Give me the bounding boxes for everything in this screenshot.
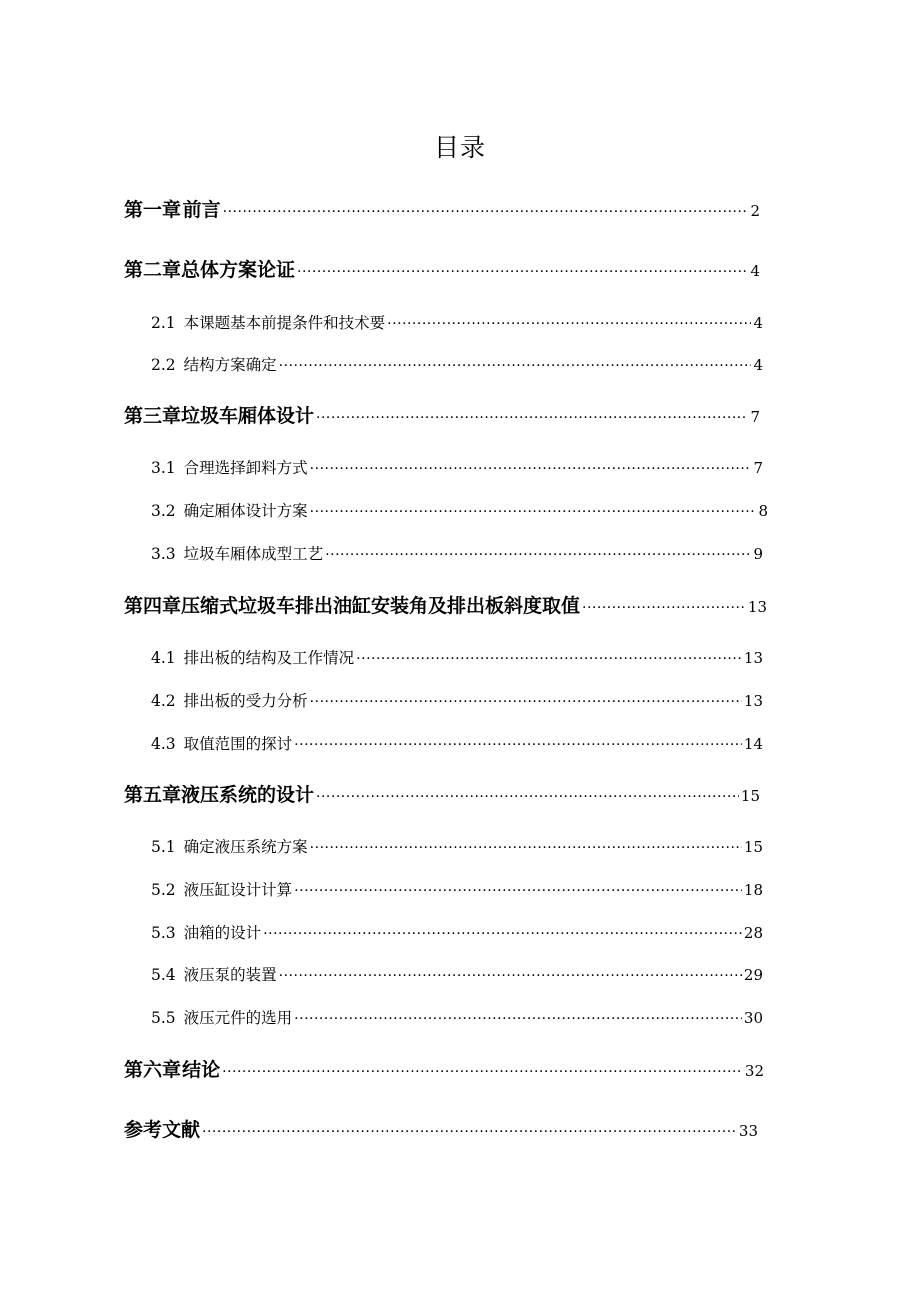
toc-leader [294,883,742,899]
toc-entry-chapter-1[interactable] [124,195,760,222]
toc-number: 3.3 [151,545,176,563]
toc-number: 2.1 [151,314,176,332]
toc-page-number: 28 [743,924,763,942]
toc-number: 4.1 [151,649,176,667]
toc-number: 第五章 [124,784,182,806]
toc-leader [582,600,746,616]
toc-leader [294,737,742,753]
toc-number: 第四章 [124,595,182,617]
toc-title: 排出板的受力分析 [183,692,308,710]
toc-entry-chapter-6[interactable] [124,1055,764,1082]
toc-leader [310,840,742,856]
toc-leader [310,461,752,477]
toc-entry-section-5-1[interactable] [151,835,763,857]
toc-entry-section-4-2[interactable] [151,689,763,711]
toc-title: 合理选择卸料方式 [183,459,308,477]
toc-title: 液压缸设计计算 [183,881,293,899]
toc-leader [222,1064,743,1080]
toc-page-number: 7 [753,459,763,477]
toc-number: 5.1 [151,838,176,856]
toc-page-number: 15 [740,787,760,805]
toc-title: 油箱的设计 [183,924,262,942]
toc-leader [356,651,742,667]
toc-number: 第一章 [124,199,182,221]
toc-entry-section-5-4[interactable] [151,963,763,985]
toc-title: 排出板的结构及工作情况 [183,649,355,667]
toc-page-number: 14 [743,735,763,753]
toc-entry-section-4-1[interactable] [151,646,763,668]
toc-page-number: 4 [750,262,760,280]
toc-page-number: 32 [744,1062,764,1080]
toc-page-number: 9 [753,545,763,563]
toc-page-number: 18 [743,881,763,899]
toc-leader [387,316,751,332]
toc-number: 第六章 [124,1059,182,1081]
toc-title: 压缩式垃圾车排出油缸安装角及排出板斜度取值 [181,595,581,617]
toc-title: 结构方案确定 [183,356,277,374]
toc-page-number: 13 [747,598,767,616]
toc-title: 确定厢体设计方案 [183,502,308,520]
toc-number: 3.1 [151,459,176,477]
toc-title: 总体方案论证 [181,259,296,281]
toc-title: 液压元件的选用 [183,1009,293,1027]
toc-leader [316,789,739,805]
toc-page-number: 15 [743,838,763,856]
toc-title: 垃圾车厢体设计 [181,405,315,427]
toc-entry-section-5-2[interactable] [151,878,763,900]
toc-entry-section-2-1[interactable] [151,311,763,333]
toc-title: 取值范围的探讨 [183,735,293,753]
toc-number: 4.3 [151,735,176,753]
toc-entry-chapter-3[interactable] [124,401,760,428]
toc-title: 液压泵的装置 [183,966,277,984]
toc-page-number: 4 [753,356,763,374]
toc-leader [279,968,742,984]
toc-page-number: 29 [743,966,763,984]
toc-leader [263,926,742,942]
toc-number: 3.2 [151,502,176,520]
toc-number: 第二章 [124,259,182,281]
toc-number: 2.2 [151,356,176,374]
toc-entry-chapter-2[interactable] [124,255,760,282]
toc-title: 前言 [182,199,221,221]
toc-title: 参考文献 [124,1119,201,1141]
toc-title: 结论 [182,1059,221,1081]
toc-number: 5.3 [151,924,176,942]
toc-entry-section-3-2[interactable] [151,499,768,521]
toc-entry-chapter-5[interactable] [124,780,760,807]
toc-title: 液压系统的设计 [181,784,315,806]
toc-number: 第三章 [124,405,182,427]
toc-page-number: 33 [738,1122,758,1140]
toc-entry-section-5-5[interactable] [151,1006,763,1028]
toc-number: 5.5 [151,1009,176,1027]
toc-leader [297,264,748,280]
toc-number: 4.2 [151,692,176,710]
toc-page-number: 4 [753,314,763,332]
toc-leader [279,358,752,374]
toc-number: 5.2 [151,881,176,899]
toc-leader [325,547,751,563]
toc-page-number: 13 [743,692,763,710]
toc-title: 本课题基本前提条件和技术要 [183,314,386,332]
toc-leader [223,204,749,220]
toc-leader [310,694,742,710]
toc-page-number: 7 [750,408,760,426]
toc-entry-references[interactable] [124,1115,758,1142]
toc-entry-section-5-3[interactable] [151,921,763,943]
toc-page-number: 13 [743,649,763,667]
toc-title: 确定液压系统方案 [183,838,308,856]
toc-title: 垃圾车厢体成型工艺 [183,545,324,563]
toc-entry-section-3-3[interactable] [151,542,763,564]
toc-page-number: 8 [758,502,768,520]
toc-page-number: 30 [743,1009,763,1027]
toc-entry-section-3-1[interactable] [151,456,763,478]
toc-number: 5.4 [151,966,176,984]
toc-leader [310,504,757,520]
page-title: 目录 [433,133,486,162]
toc-leader [294,1011,742,1027]
toc-leader [316,410,748,426]
toc-page-number: 2 [750,202,760,220]
toc-leader [202,1124,737,1140]
toc-entry-chapter-4[interactable] [124,591,767,618]
toc-entry-section-2-2[interactable] [151,353,763,375]
toc-entry-section-4-3[interactable] [151,732,763,754]
